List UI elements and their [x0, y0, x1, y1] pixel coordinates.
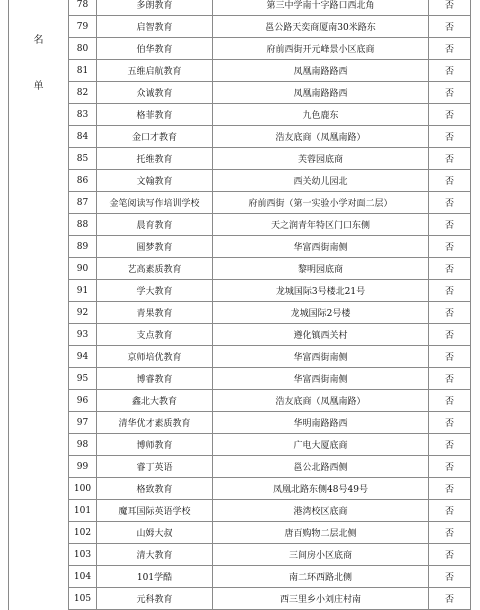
row-number: 104: [69, 566, 97, 588]
status-cell: 否: [429, 60, 471, 82]
institution-address: 南二环西路北侧: [213, 566, 429, 588]
status-cell: 否: [429, 104, 471, 126]
status-cell: 否: [429, 544, 471, 566]
institution-address: 芙蓉园底商: [213, 148, 429, 170]
institution-address: 天之润青年特区门口东侧: [213, 214, 429, 236]
table-row: [9, 126, 471, 148]
status-cell: 否: [429, 566, 471, 588]
institution-name: 格致教育: [97, 478, 213, 500]
row-number: 90: [69, 258, 97, 280]
row-number: 83: [69, 104, 97, 126]
table-row: [9, 544, 471, 566]
row-number: 82: [69, 82, 97, 104]
institution-address: 凤凰南路路西: [213, 60, 429, 82]
institution-address: 府前西街（第一实验小学对面二层）: [213, 192, 429, 214]
status-cell: 否: [429, 522, 471, 544]
status-cell: 否: [429, 170, 471, 192]
institution-address: 华富西街南侧: [213, 368, 429, 390]
status-cell: 否: [429, 258, 471, 280]
status-cell: 否: [429, 236, 471, 258]
status-cell: 否: [429, 390, 471, 412]
table-row: [9, 236, 471, 258]
institution-name: 晨育教育: [97, 214, 213, 236]
row-number: 92: [69, 302, 97, 324]
status-cell: 否: [429, 346, 471, 368]
institution-address: 三间房小区底商: [213, 544, 429, 566]
row-number: 94: [69, 346, 97, 368]
institution-address: 黎明园底商: [213, 258, 429, 280]
table-row: [9, 390, 471, 412]
row-number: 87: [69, 192, 97, 214]
status-cell: 否: [429, 324, 471, 346]
institution-name: 圆梦教育: [97, 236, 213, 258]
status-cell: 否: [429, 82, 471, 104]
institution-address: 第三中学南十字路口西北角: [213, 0, 429, 16]
institution-name: 清华优才素质教育: [97, 412, 213, 434]
row-number: 86: [69, 170, 97, 192]
table-row: [9, 456, 471, 478]
row-number: 93: [69, 324, 97, 346]
table-row: [9, 192, 471, 214]
institution-address: 港湾校区底商: [213, 500, 429, 522]
institution-name: 元科教育: [97, 588, 213, 610]
institution-name: 艺高素质教育: [97, 258, 213, 280]
table-row: [9, 500, 471, 522]
status-cell: 否: [429, 302, 471, 324]
institution-name: 清大教育: [97, 544, 213, 566]
institution-address: 凤凰北路东侧48号49号: [213, 478, 429, 500]
table-row: [9, 170, 471, 192]
institution-address: 浩友底商（凤凰南路）: [213, 126, 429, 148]
institution-name: 众诚教育: [97, 82, 213, 104]
institution-name: 格菲教育: [97, 104, 213, 126]
status-cell: 否: [429, 280, 471, 302]
status-cell: 否: [429, 434, 471, 456]
table-row: [9, 214, 471, 236]
table-body: [9, 0, 471, 610]
table-row: [9, 16, 471, 38]
table-row: [9, 346, 471, 368]
list-side-label: [9, 0, 69, 610]
side-label-char: 单: [33, 80, 44, 92]
row-number: 103: [69, 544, 97, 566]
status-cell: 否: [429, 412, 471, 434]
row-number: 99: [69, 456, 97, 478]
institution-name: 文翰教育: [97, 170, 213, 192]
institution-address: 凤凰南路路西: [213, 82, 429, 104]
institution-address: 华富西街南侧: [213, 236, 429, 258]
table-row: [9, 82, 471, 104]
institution-address: 府前西街开元峰景小区底商: [213, 38, 429, 60]
status-cell: 否: [429, 148, 471, 170]
status-cell: 否: [429, 126, 471, 148]
row-number: 95: [69, 368, 97, 390]
status-cell: 否: [429, 368, 471, 390]
institution-name: 博师教育: [97, 434, 213, 456]
institution-name: 五维启航教育: [97, 60, 213, 82]
row-number: 96: [69, 390, 97, 412]
institution-name: 托维教育: [97, 148, 213, 170]
institution-address: 遵化镇西关村: [213, 324, 429, 346]
row-number: 101: [69, 500, 97, 522]
institution-name: 101学酷: [97, 566, 213, 588]
institution-name: 多朗教育: [97, 0, 213, 16]
table-row: [9, 368, 471, 390]
row-number: 85: [69, 148, 97, 170]
table-row: [9, 280, 471, 302]
institution-name: 青果教育: [97, 302, 213, 324]
row-number: 102: [69, 522, 97, 544]
row-number: 79: [69, 16, 97, 38]
table-row: [9, 522, 471, 544]
institution-name: 伯华教育: [97, 38, 213, 60]
table-row: [9, 478, 471, 500]
status-cell: 否: [429, 192, 471, 214]
institution-name: 魔耳国际英语学校: [97, 500, 213, 522]
row-number: 98: [69, 434, 97, 456]
institution-name: 博睿教育: [97, 368, 213, 390]
institution-address: 唐百购物二层北侧: [213, 522, 429, 544]
status-cell: 否: [429, 500, 471, 522]
table-row: [9, 412, 471, 434]
table-row: [9, 38, 471, 60]
row-number: 97: [69, 412, 97, 434]
institution-address: 九色鹿东: [213, 104, 429, 126]
status-cell: 否: [429, 16, 471, 38]
table-row: [9, 566, 471, 588]
institution-name: 睿丁英语: [97, 456, 213, 478]
status-cell: 否: [429, 0, 471, 16]
status-cell: 否: [429, 478, 471, 500]
institution-address: 西三里乡小刘庄村南: [213, 588, 429, 610]
row-number: 91: [69, 280, 97, 302]
institution-address: 华富西街南侧: [213, 346, 429, 368]
institution-address: 邕公北路西侧: [213, 456, 429, 478]
institution-address: 龙城国际2号楼: [213, 302, 429, 324]
row-number: 81: [69, 60, 97, 82]
table-row: [9, 104, 471, 126]
institution-address: 广电大厦底商: [213, 434, 429, 456]
table-row: [9, 0, 471, 16]
institution-address: 浩友底商（凤凰南路）: [213, 390, 429, 412]
institution-list-table: [8, 0, 471, 610]
row-number: 80: [69, 38, 97, 60]
institution-name: 启智教育: [97, 16, 213, 38]
institution-name: 山姆大叔: [97, 522, 213, 544]
institution-name: 支点教育: [97, 324, 213, 346]
institution-address: 华明南路路西: [213, 412, 429, 434]
table-row: [9, 588, 471, 610]
institution-name: 金口才教育: [97, 126, 213, 148]
row-number: 78: [69, 0, 97, 16]
institution-address: 龙城国际3号楼北21号: [213, 280, 429, 302]
table-row: [9, 302, 471, 324]
status-cell: 否: [429, 588, 471, 610]
table-row: [9, 434, 471, 456]
status-cell: 否: [429, 456, 471, 478]
institution-name: 鑫北大教育: [97, 390, 213, 412]
status-cell: 否: [429, 38, 471, 60]
row-number: 105: [69, 588, 97, 610]
institution-name: 京师培优教育: [97, 346, 213, 368]
table-row: [9, 258, 471, 280]
table-row: [9, 148, 471, 170]
row-number: 100: [69, 478, 97, 500]
side-label-char: 名: [33, 34, 44, 46]
status-cell: 否: [429, 214, 471, 236]
institution-address: 西关幼儿园北: [213, 170, 429, 192]
institution-name: 金笔阅读写作培训学校: [97, 192, 213, 214]
row-number: 89: [69, 236, 97, 258]
institution-name: 学大教育: [97, 280, 213, 302]
institution-address: 邕公路天奕商厦南30米路东: [213, 16, 429, 38]
row-number: 88: [69, 214, 97, 236]
table-row: [9, 60, 471, 82]
table-row: [9, 324, 471, 346]
row-number: 84: [69, 126, 97, 148]
